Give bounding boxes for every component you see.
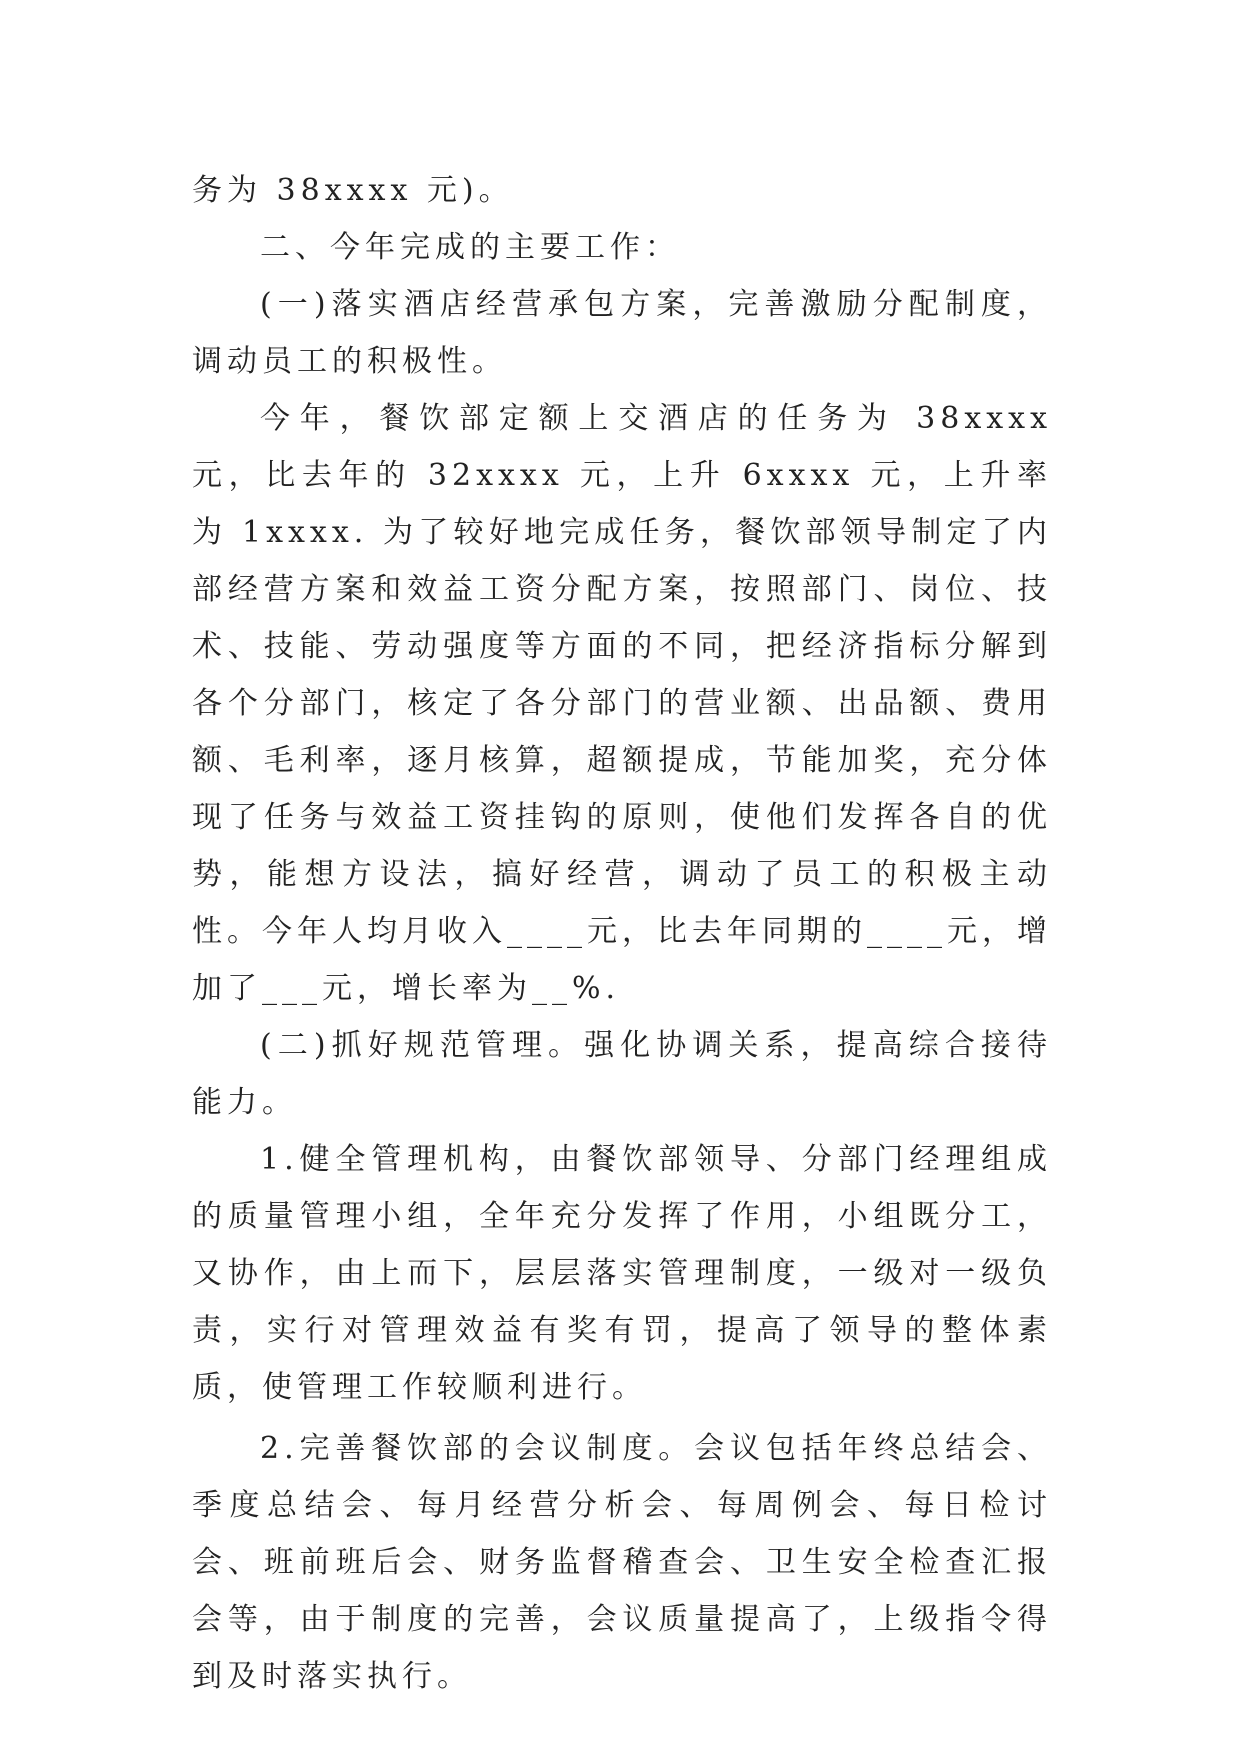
subsection-heading-two: (二)抓好规范管理。强化协调关系，提高综合接待能力。 [192, 1028, 1052, 1120]
paragraph-task-details: 今年，餐饮部定额上交酒店的任务为 38xxxx 元，比去年的 32xxxx 元，上升 6xxxx 元，上升率为 1xxxx. 为了较好地完成任务，餐饮部领导制定了内部经营方案和效益工资分配方案，按照部门、岗位、技术、技能、劳动强度等方面的不同，把经济指标分解到各个分部门，核定了各分部门的营业额、出品额、费用额、毛利率，逐月核算，超额提成，节能加奖，充分体现了任务与效益工资挂钩的原则，使他们发挥各自的优势，能想方设法，搞好经营，调动了员工的积极主动性。今年人均月收入____元，比去年同期的____元，增加了___元，增长率为__%. [192, 401, 1052, 1006]
section-heading-two: 二、今年完成的主要工作： [260, 230, 680, 265]
subsection-heading-one: (一)落实酒店经营承包方案，完善激励分配制度，调动员工的积极性。 [192, 287, 1052, 379]
paragraph-item-two: 2.完善餐饮部的会议制度。会议包括年终总结会、季度总结会、每月经营分析会、每周例会、每日检讨会、班前班后会、财务监督稽查会、卫生安全检查汇报会等，由于制度的完善，会议质量提高了，上级指令得到及时落实执行。 [192, 1431, 1052, 1694]
document-body [192, 162, 1052, 1705]
paragraph-continuation: 务为 38xxxx 元)。 [192, 173, 514, 208]
paragraph-item-one: 1.健全管理机构，由餐饮部领导、分部门经理组成的质量管理小组，全年充分发挥了作用，小组既分工，又协作，由上而下，层层落实管理制度，一级对一级负责，实行对管理效益有奖有罚，提高了领导的整体素质，使管理工作较顺利进行。 [192, 1142, 1052, 1405]
